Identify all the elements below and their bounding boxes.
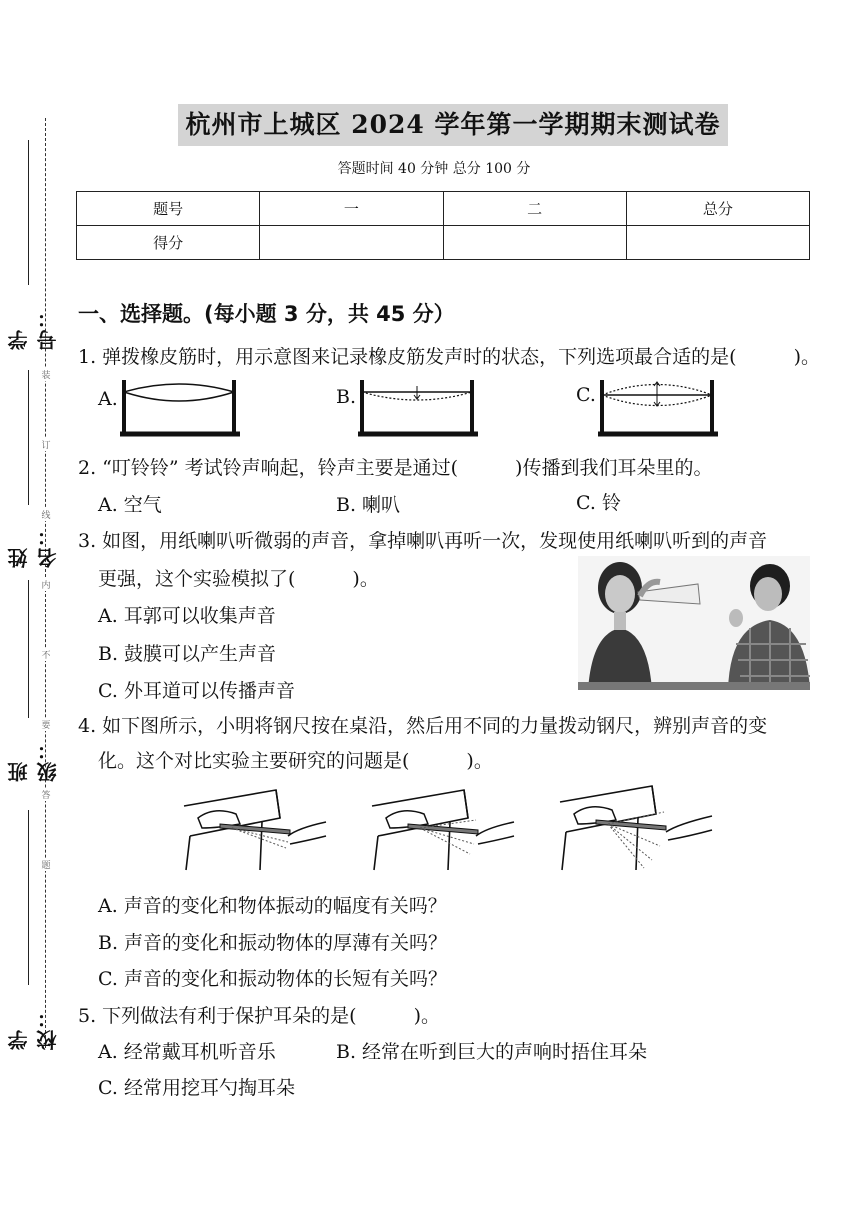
score-table-header-row: [77, 192, 810, 226]
q3-option-c[interactable]: C. 外耳道可以传播声音: [98, 680, 295, 702]
section-heading: 一、选择题。(每小题 3 分，共 45 分）: [78, 302, 455, 326]
binding-mark: 装: [40, 368, 52, 381]
question-5: 5. 下列做法有利于保护耳朵的是( )。: [78, 1005, 440, 1027]
exam-title: 杭州市上城区 2024 学年第一学期期末测试卷: [178, 104, 728, 146]
ruler-experiment-diagram-2: [368, 784, 518, 874]
score-table-cell: 一: [260, 192, 443, 226]
binding-mark: 题: [40, 858, 52, 871]
question-3-line-1: 3. 如图，用纸喇叭听微弱的声音，拿掉喇叭再听一次，发现使用纸喇叭听到的声音: [78, 530, 768, 552]
binding-mark: 答: [40, 788, 52, 801]
binding-mark: 线: [40, 508, 52, 521]
rubber-band-diagram-b: [356, 376, 482, 440]
score-table: [76, 191, 810, 260]
ruler-experiment-diagram-1: [180, 784, 330, 874]
paper-horn-experiment-photo: [578, 556, 810, 690]
class-label: 班级：: [7, 738, 60, 782]
student-id-label: 学号：: [7, 306, 60, 350]
question-4-line-2: 化。这个对比实验主要研究的问题是( )。: [98, 750, 493, 772]
q1-option-b[interactable]: B.: [336, 386, 357, 408]
class-line: [28, 580, 29, 718]
name-label: 姓名：: [7, 524, 60, 568]
ruler-experiment-diagram-3: [556, 780, 716, 874]
school-label: 学校：: [7, 1006, 60, 1050]
q5-option-c[interactable]: C. 经常用挖耳勺掏耳朵: [98, 1077, 295, 1099]
score-table-cell: 总分: [626, 192, 809, 226]
score-table-row: [77, 226, 810, 260]
q4-option-a[interactable]: A. 声音的变化和物体振动的幅度有关吗？: [98, 895, 447, 917]
score-input-cell[interactable]: [443, 226, 626, 260]
q2-option-c[interactable]: C. 铃: [576, 492, 621, 514]
q4-option-b[interactable]: B. 声音的变化和振动物体的厚薄有关吗？: [98, 932, 448, 954]
question-1: 1. 弹拨橡皮筋时，用示意图来记录橡皮筋发声时的状态，下列选项最合适的是( )。: [78, 346, 820, 368]
question-3-line-2: 更强，这个实验模拟了( )。: [98, 568, 379, 590]
question-4-line-1: 4. 如下图所示，小明将钢尺按在桌沿，然后用不同的力量拨动钢尺，辨别声音的变: [78, 715, 768, 737]
score-table-cell: 题号: [77, 192, 260, 226]
question-2: 2. “叮铃铃” 考试铃声响起，铃声主要是通过( )传播到我们耳朵里的。: [78, 457, 713, 479]
score-table-cell: 二: [443, 192, 626, 226]
q2-option-b[interactable]: B. 喇叭: [336, 494, 401, 516]
binding-mark: 不: [40, 648, 52, 661]
score-table-cell: 得分: [77, 226, 260, 260]
q1-option-a[interactable]: A.: [98, 388, 118, 410]
q5-option-a[interactable]: A. 经常戴耳机听音乐: [98, 1041, 276, 1063]
binding-mark: 订: [40, 438, 52, 451]
binding-mark: 要: [40, 718, 52, 731]
q1-option-c[interactable]: C.: [576, 384, 596, 406]
exam-subtitle: 答题时间 40 分钟 总分 100 分: [337, 161, 531, 177]
rubber-band-diagram-c: [596, 376, 722, 440]
binding-mark: 内: [40, 578, 52, 591]
q3-option-b[interactable]: B. 鼓膜可以产生声音: [98, 643, 277, 665]
score-input-cell[interactable]: [260, 226, 443, 260]
q4-option-c[interactable]: C. 声音的变化和振动物体的长短有关吗？: [98, 968, 447, 990]
q3-option-a[interactable]: A. 耳郭可以收集声音: [98, 605, 276, 627]
q5-option-b[interactable]: B. 经常在听到巨大的声响时捂住耳朵: [336, 1041, 648, 1063]
score-input-cell[interactable]: [626, 226, 809, 260]
rubber-band-diagram-a: [118, 376, 244, 440]
name-line: [28, 370, 29, 505]
school-line: [28, 810, 29, 985]
q2-option-a[interactable]: A. 空气: [98, 494, 162, 516]
